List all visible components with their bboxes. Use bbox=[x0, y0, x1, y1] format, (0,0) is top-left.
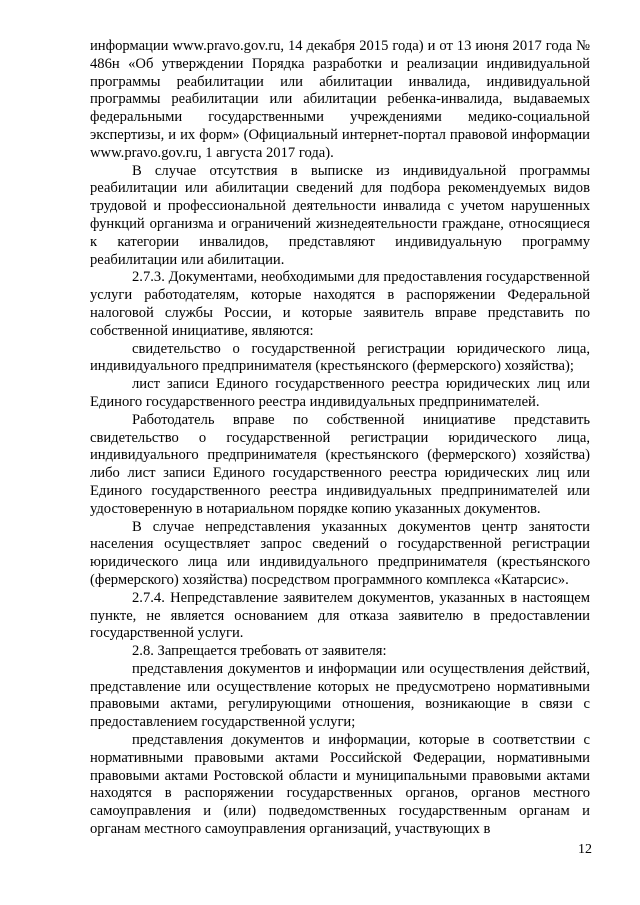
paragraph-7: В случае непредставления указанных документов центр занятости населения осуществляет запрос сведений о государственной регистрации юридического лица или индивидуального предпринимателя (крестьянского (фермерского) хозяйства) посредством программного комплекса «Катарсис». bbox=[90, 518, 590, 588]
paragraph-8: 2.7.4. Непредставление заявителем документов, указанных в настоящем пункте, не является основанием для отказа заявителю в предоставлении государственной услуги. bbox=[90, 589, 590, 642]
paragraph-6: Работодатель вправе по собственной инициативе представить свидетельство о государственной регистрации юридического лица, индивидуального предпринимателя (крестьянского (фермерского) хозяйства) либо лист записи Единого государственного реестра юридических лиц или Единого государственного реестра индивидуальных предпринимателей или удостоверенную в нотариальном порядке копию указанных документов. bbox=[90, 411, 590, 517]
paragraph-4: свидетельство о государственной регистрации юридического лица, индивидуального предпринимателя (крестьянского (фермерского) хозяйства); bbox=[90, 340, 590, 375]
paragraph-1: информации www.pravo.gov.ru, 14 декабря 2015 года) и от 13 июня 2017 года № 486н «Об утверждении Порядка разработки и реализации индивидуальной программы реабилитации или абилитации инвалида, индивидуальной программы реабилитации или абилитации ребенка-инвалида, выдаваемых федеральными государственными учреждениями медико-социальной экспертизы, и их форм» (Официальный интернет-портал правовой информации www.pravo.gov.ru, 1 августа 2017 года). bbox=[90, 38, 590, 161]
paragraph-9: 2.8. Запрещается требовать от заявителя: bbox=[132, 643, 387, 660]
paragraph-3: 2.7.3. Документами, необходимыми для предоставления государственной услуги работодателям, которые находятся в распоряжении Федеральной налоговой службы России, и которые заявитель вправе представить по собственной инициативе, являются: bbox=[90, 269, 590, 339]
paragraph-10: представления документов и информации или осуществления действий, представление или осуществление которых не предусмотрено нормативными правовыми актами, регулирующими отношения, возникающие в связи с предоставлением государственной услуги; bbox=[90, 660, 590, 731]
paragraph-2: В случае отсутствия в выписке из индивидуальной программы реабилитации или абилитации сведений для подбора рекомендуемых видов трудовой и профессиональной деятельности инвалида с учетом нарушенных функций организма и ограничений жизнедеятельности граждане, относящиеся к категории инвалидов, представляют индивидуальную программу реабилитации или абилитации. bbox=[90, 162, 590, 268]
paragraph-5: лист записи Единого государственного реестра юридических лиц или Единого государственного реестра индивидуальных предпринимателей. bbox=[90, 376, 590, 410]
page-number: 12 bbox=[578, 842, 592, 857]
document-body bbox=[90, 38, 590, 839]
paragraph-11: представления документов и информации, которые в соответствии с нормативными правовыми актами Российской Федерации, нормативными правовыми актами Ростовской области и муниципальными правовыми актами находятся в распоряжении государственных органов, органов местного самоуправления и (или) подведомственных государственным органам и органам местного самоуправления организаций, участвующих в bbox=[90, 732, 590, 838]
